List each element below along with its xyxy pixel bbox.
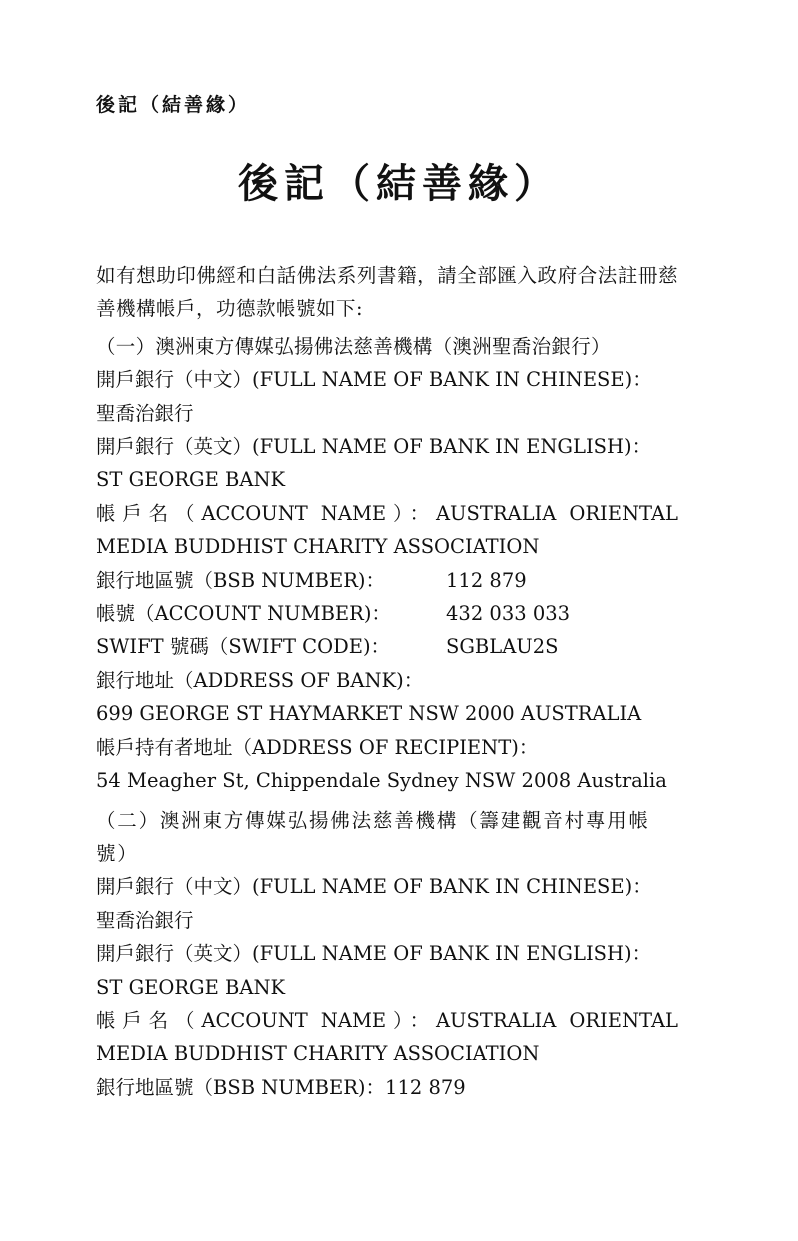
account-name-label: 帳戶名（ACCOUNT NAME）： [96,1008,436,1032]
bank-en-label: 開戶銀行（英文）(FULL NAME OF BANK IN ENGLISH)： [96,942,652,966]
bsb-label: 銀行地區號（BSB NUMBER)： [96,568,386,592]
swift-label: SWIFT 號碼（SWIFT CODE)： [96,635,391,659]
account-name-row [96,1004,678,1071]
bank-address-value: 699 GEORGE ST HAYMARKET NSW 2000 AUSTRALIA [96,702,642,726]
bsb-value: 112 879 [385,1075,466,1099]
swift-value: SGBLAU2S [446,635,559,659]
chapter-title: 後記（結善緣） [238,160,560,207]
account-name-value: AUSTRALIA ORIENTAL MEDIA BUDDHIST CHARITY ASSOCIATION [96,501,678,559]
section-heading: （二）澳洲東方傳媒弘揚佛法慈善機構（籌建觀音村專用帳號） [96,808,650,865]
bank-cn-value: 聖喬治銀行 [96,908,194,932]
document-body [96,259,678,1110]
account-number-row [96,597,678,630]
intro-paragraph: 如有想助印佛經和白話佛法系列書籍，請全部匯入政府合法註冊慈善機構帳戶，功德款帳號如下: [96,264,678,321]
bank-cn-label: 開戶銀行（中文）(FULL NAME OF BANK IN CHINESE)： [96,368,652,392]
bsb-label: 銀行地區號（BSB NUMBER)： [96,1075,386,1099]
bank-en-value: ST GEORGE BANK [96,468,286,492]
bsb-value: 112 879 [446,568,527,592]
account-name-row [96,497,678,564]
account-number-label: 帳號（ACCOUNT NUMBER)： [96,602,391,626]
account-section-2 [96,804,678,1105]
bank-cn-label: 開戶銀行（中文）(FULL NAME OF BANK IN CHINESE)： [96,875,652,899]
bsb-row [96,1071,678,1104]
bank-en-value: ST GEORGE BANK [96,975,286,999]
account-number-value: 432 033 033 [446,602,571,626]
recipient-address-value: 54 Meagher St, Chippendale Sydney NSW 2008 Australia [96,769,667,793]
bank-cn-value: 聖喬治銀行 [96,401,194,425]
running-header: 後記（結善緣） [96,94,251,116]
account-section-1 [96,330,678,798]
bank-en-label: 開戶銀行（英文）(FULL NAME OF BANK IN ENGLISH)： [96,435,652,459]
account-name-label: 帳戶名（ACCOUNT NAME）： [96,501,436,525]
section-heading: （一）澳洲東方傳媒弘揚佛法慈善機構（澳洲聖喬治銀行） [96,334,611,358]
bank-address-label: 銀行地址（ADDRESS OF BANK)： [96,668,424,692]
swift-row [96,630,678,663]
recipient-address-label: 帳戶持有者地址（ADDRESS OF RECIPIENT)： [96,735,539,759]
account-name-value: AUSTRALIA ORIENTAL MEDIA BUDDHIST CHARITY ASSOCIATION [96,1008,678,1066]
bsb-row [96,564,678,597]
